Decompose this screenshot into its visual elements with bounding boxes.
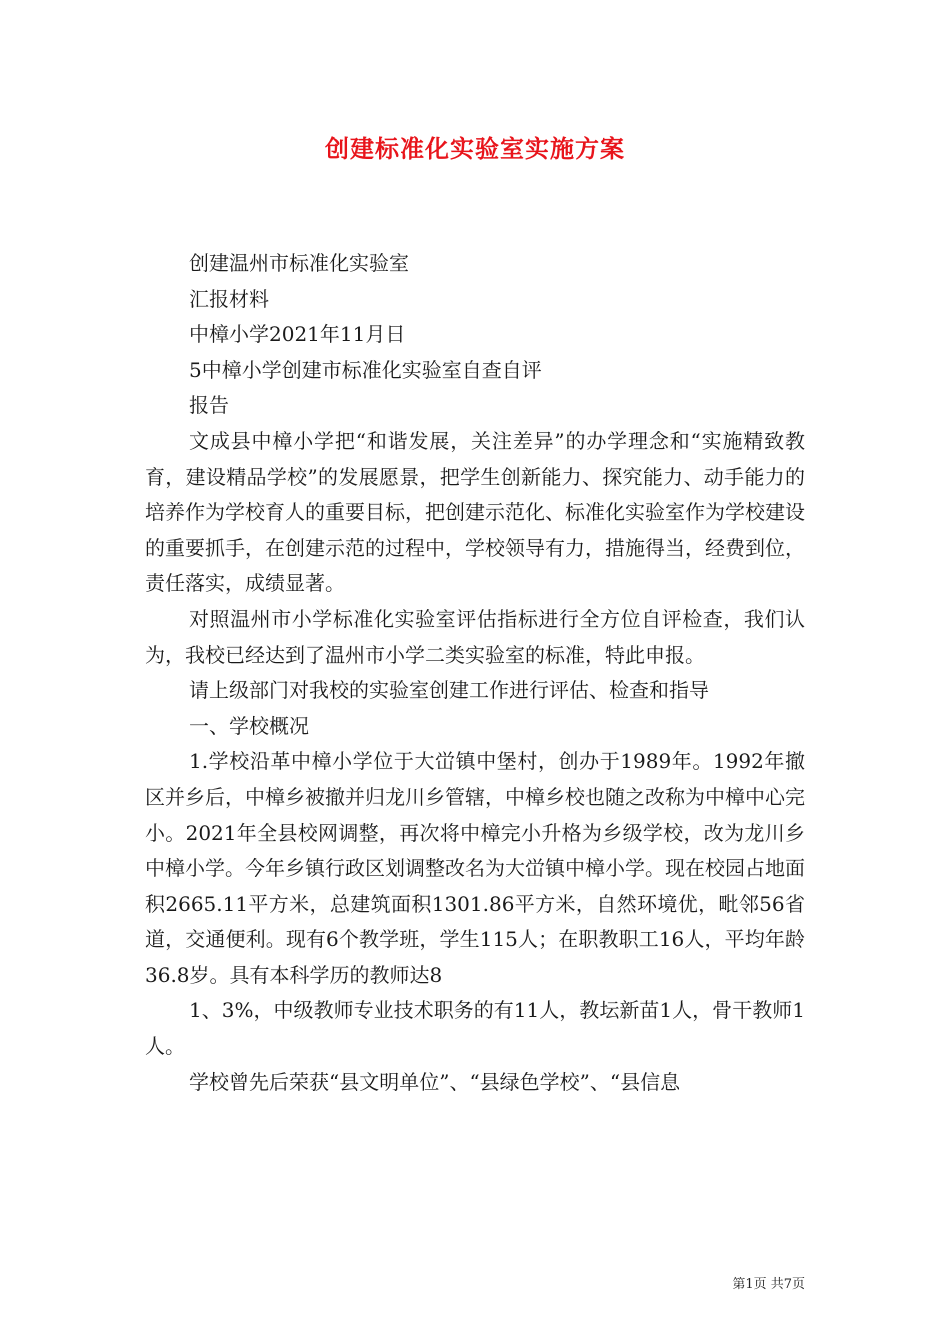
- body-paragraph: 文成县中樟小学把“和谐发展，关注差异”的办学理念和“实施精致教育，建设精品学校”的发展愿景，把学生创新能力、探究能力、动手能力的培养作为学校育人的重要目标，把创建示范化、标准化实验室作为学校建设的重要抓手，在创建示范的过程中，学校领导有力，措施得当，经费到位，责任落实，成绩显著。: [145, 428, 805, 596]
- body-line: 报告: [189, 393, 229, 418]
- body-line: 汇报材料: [189, 286, 269, 311]
- body-line: 5中樟小学创建市标准化实验室自查自评: [189, 357, 542, 382]
- body-paragraph: 学校曾先后荣获“县文明单位”、“县绿色学校”、“县信息: [189, 1069, 681, 1094]
- body-paragraph: 请上级部门对我校的实验室创建工作进行评估、检查和指导: [189, 678, 709, 703]
- body-line: 中樟小学2021年11月日: [189, 322, 406, 347]
- body-paragraph: 1.学校沿革中樟小学位于大峃镇中堡村，创办于1989年。1992年撤区并乡后，中樟乡被撤并归龙川乡管辖，中樟乡校也随之改称为中樟中心完小。2021年全县校网调整，再次将中樟完小升格为乡级学校，改为龙川乡中樟小学。今年乡镇行政区划调整改名为大峃镇中樟小学。现在校园占地面积2665.11平方米，总建筑面积1301.86平方米，自然环境优，毗邻56省道，交通便利。现有6个教学班，学生115人；在职教职工16人，平均年龄36.8岁。具有本科学历的教师达8: [145, 749, 805, 987]
- document-body: [145, 246, 805, 1100]
- page-number: 第1页 共7页: [732, 1277, 805, 1292]
- body-paragraph: 1、3%，中级教师专业技术职务的有11人，教坛新苗1人，骨干教师1人。: [145, 998, 805, 1059]
- document-title: 创建标准化实验室实施方案: [325, 134, 625, 163]
- body-line: 创建温州市标准化实验室: [189, 251, 409, 275]
- section-heading: 一、学校概况: [189, 713, 309, 738]
- body-paragraph: 对照温州市小学标准化实验室评估指标进行全方位自评检查，我们认为，我校已经达到了温州市小学二类实验室的标准，特此申报。: [145, 606, 805, 667]
